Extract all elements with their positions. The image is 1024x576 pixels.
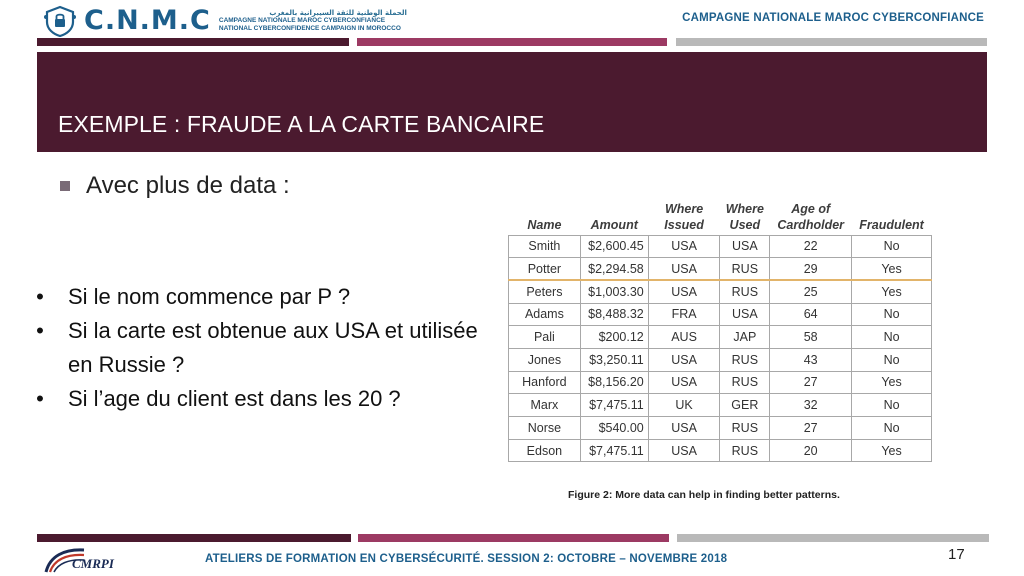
top-stripe-dark (37, 38, 349, 46)
table-cell: Edson (509, 439, 581, 462)
table-row (509, 326, 932, 349)
table-cell: $540.00 (580, 417, 648, 440)
table-cell: Yes (852, 280, 932, 303)
lead-text: Avec plus de data : (86, 172, 290, 199)
table-cell: RUS (720, 371, 770, 394)
column-header: Where Used (725, 201, 764, 232)
table-cell: USA (720, 235, 770, 258)
table-cell: RUS (720, 348, 770, 371)
table-cell: Yes (852, 439, 932, 462)
table-cell: USA (648, 258, 720, 281)
footer-session-text: ATELIERS DE FORMATION EN CYBERSÉCURITÉ. SESSION 2: OCTOBRE – NOVEMBRE 2018 (205, 553, 728, 565)
column-header: Fraudulent (859, 217, 924, 232)
table-row (509, 303, 932, 326)
table-cell: 29 (770, 258, 852, 281)
table-cell: RUS (720, 280, 770, 303)
question-list (30, 280, 500, 416)
table-cell: 27 (770, 417, 852, 440)
table-row (509, 417, 932, 440)
column-header: Amount (590, 217, 638, 232)
list-item (30, 314, 500, 382)
table-cell: No (852, 303, 932, 326)
table-cell: USA (648, 235, 720, 258)
list-item (30, 280, 500, 314)
table-cell: USA (648, 417, 720, 440)
column-header: Where Issued (664, 201, 704, 232)
bullet-dot-icon: • (36, 284, 44, 309)
table-header-row (509, 198, 932, 235)
table-cell: No (852, 326, 932, 349)
table-cell: $2,294.58 (580, 258, 648, 281)
table-cell: $200.12 (580, 326, 648, 349)
table-row (509, 439, 932, 462)
table-cell: Hanford (509, 371, 581, 394)
table-cell: RUS (720, 417, 770, 440)
bullet-dot-icon: • (36, 386, 44, 411)
table-cell: 20 (770, 439, 852, 462)
slide-title: EXEMPLE : FRAUDE A LA CARTE BANCAIRE (58, 111, 545, 137)
table-cell: 25 (770, 280, 852, 303)
bottom-stripe-gray (677, 534, 989, 542)
logo-wordmark: C.N.M.C (84, 5, 211, 36)
table-cell: Jones (509, 348, 581, 371)
table-cell: $7,475.11 (580, 439, 648, 462)
logo-arabic-text: الحملة الوطنية للثقة السيبرانية بالمغرب (269, 9, 407, 17)
fraud-table (508, 198, 932, 462)
column-header: Name (527, 217, 562, 232)
question-text: Si l’age du client est dans les 20 ? (68, 386, 401, 411)
table-cell: Norse (509, 417, 581, 440)
table-cell: $8,156.20 (580, 371, 648, 394)
table-cell: No (852, 394, 932, 417)
top-stripe-accent (357, 38, 667, 46)
table-cell: USA (648, 280, 720, 303)
table-cell: FRA (648, 303, 720, 326)
table-cell: USA (648, 439, 720, 462)
header-campaign-title: CAMPAGNE NATIONALE MAROC CYBERCONFIANCE (682, 12, 984, 24)
bottom-stripe-dark (37, 534, 351, 542)
cnmc-logo (42, 4, 407, 38)
table-row (509, 348, 932, 371)
table-cell: UK (648, 394, 720, 417)
figure-caption: Figure 2: More data can help in finding better patterns. (568, 489, 840, 501)
table-row (509, 280, 932, 303)
table-cell: $2,600.45 (580, 235, 648, 258)
table-cell: USA (648, 348, 720, 371)
table-cell: Pali (509, 326, 581, 349)
list-item (30, 382, 500, 416)
fraud-table-figure (508, 198, 932, 462)
cmrpi-brand: CMRPI (72, 556, 114, 571)
table-cell: Peters (509, 280, 581, 303)
table-cell: 22 (770, 235, 852, 258)
table-cell: No (852, 348, 932, 371)
question-text: Si le nom commence par P ? (68, 284, 351, 309)
page-number: 17 (948, 546, 965, 563)
table-cell: No (852, 235, 932, 258)
table-cell: Adams (509, 303, 581, 326)
table-cell: RUS (720, 439, 770, 462)
table-cell: Smith (509, 235, 581, 258)
lead-bullet (60, 172, 290, 200)
table-cell: Yes (852, 371, 932, 394)
shield-emblem-icon (42, 5, 78, 37)
bullet-dot-icon: • (36, 318, 44, 343)
table-cell: 43 (770, 348, 852, 371)
table-row (509, 258, 932, 281)
table-cell: 32 (770, 394, 852, 417)
square-bullet-icon (60, 181, 70, 191)
table-cell: $3,250.11 (580, 348, 648, 371)
table-cell: $1,003.30 (580, 280, 648, 303)
logo-french-text: CAMPAGNE NATIONALE MAROC CYBERCONFIANCE (218, 17, 386, 24)
table-cell: GER (720, 394, 770, 417)
table-cell: Yes (852, 258, 932, 281)
logo-subtitles (219, 9, 407, 33)
table-cell: JAP (720, 326, 770, 349)
cmrpi-logo (44, 546, 144, 574)
table-cell: 27 (770, 371, 852, 394)
logo-english-text: NATIONAL CYBERCONFIDENCE CAMPAIGN IN MOROCCO (218, 25, 401, 32)
column-header: Age of Cardholder (777, 201, 845, 232)
top-stripe-gray (676, 38, 987, 46)
table-cell: AUS (648, 326, 720, 349)
table-cell: USA (648, 371, 720, 394)
table-cell: Potter (509, 258, 581, 281)
table-cell: No (852, 417, 932, 440)
table-cell: $8,488.32 (580, 303, 648, 326)
question-text: Si la carte est obtenue aux USA et utilisée en Russie ? (68, 318, 478, 377)
table-cell: 64 (770, 303, 852, 326)
table-cell: USA (720, 303, 770, 326)
table-cell: Marx (509, 394, 581, 417)
table-cell: $7,475.11 (580, 394, 648, 417)
table-cell: RUS (720, 258, 770, 281)
table-row (509, 394, 932, 417)
table-cell: 58 (770, 326, 852, 349)
table-row (509, 371, 932, 394)
table-row (509, 235, 932, 258)
bottom-stripe-accent (358, 534, 669, 542)
